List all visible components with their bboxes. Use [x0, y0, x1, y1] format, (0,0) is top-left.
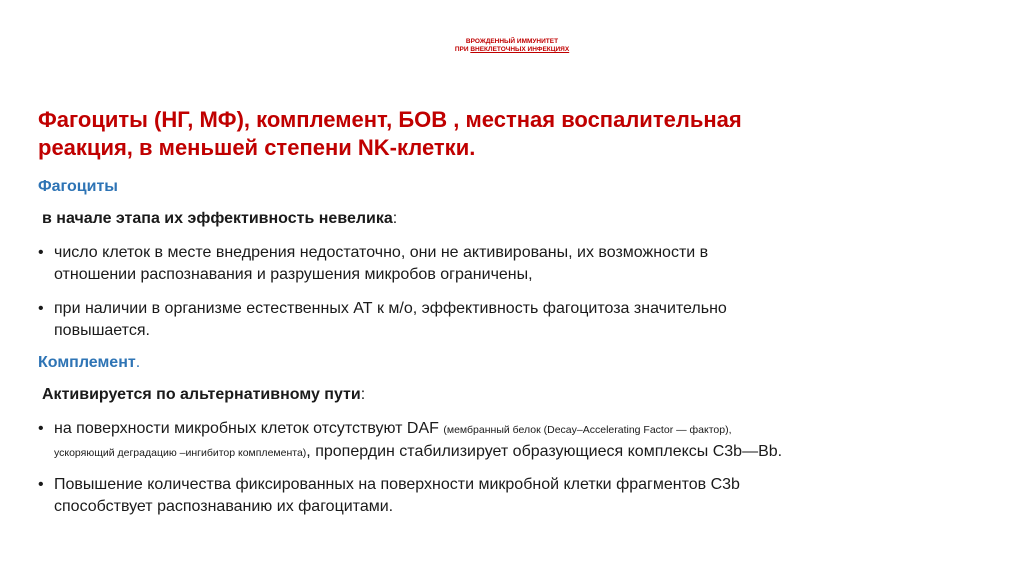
heading-line-2: реакция, в меньшей степени NK-клетки.	[38, 135, 476, 160]
complement-subhead-colon: :	[360, 386, 366, 403]
bullet-dot: •	[38, 420, 44, 437]
phagocytes-bullet-2-line-1: при наличии в организме естественных АТ к м/о, эффективность фагоцитоза значительно	[54, 300, 727, 317]
phagocytes-bullet-1-line-1: число клеток в месте внедрения недостаточно, они не активированы, их возможности в	[54, 244, 709, 261]
bullet-dot: •	[38, 244, 44, 261]
complement-bullet-1-rest: , пропердин стабилизирует образующиеся комплексы C3b—Bb.	[306, 443, 783, 460]
slide-header-subtitle	[0, 46, 1024, 53]
complement-bullet-1-note-1: (мембранный белок (Decay–Accelerating Factor — фактор),	[443, 424, 732, 436]
complement-bullet-1	[38, 418, 998, 464]
complement-bullet-2-line-2: способствует распознаванию их фагоцитами.	[54, 498, 394, 515]
section-title-phagocytes: Фагоциты	[38, 178, 118, 195]
complement-title-period: .	[135, 354, 141, 371]
bullet-dot: •	[38, 300, 44, 317]
complement-bullet-1-note-2: ускоряющий деградацию –ингибитор комплемента)	[54, 447, 307, 459]
slide-header-title: ВРОЖДЕННЫЙ ИММУНИТЕТ	[465, 38, 559, 45]
complement-subhead-text: Активируется по альтернативному пути	[42, 386, 361, 403]
header-subtitle-prefix: ПРИ	[454, 46, 471, 53]
phagocytes-subhead-text: в начале этапа их эффективность невелика	[42, 210, 393, 227]
phagocytes-bullet-2-line-2: повышается.	[54, 322, 150, 339]
complement-title-text: Комплемент	[38, 354, 136, 371]
complement-subhead	[42, 386, 365, 404]
heading-line-1: Фагоциты (НГ, МФ), комплемент, БОВ , местная воспалительная	[38, 107, 742, 132]
complement-bullet-2	[38, 474, 998, 518]
phagocytes-bullet-1-line-2: отношении распознавания и разрушения микробов ограничены,	[54, 266, 533, 283]
complement-bullet-1-main: на поверхности микробных клеток отсутствуют DAF	[54, 420, 444, 437]
phagocytes-subhead	[42, 210, 397, 228]
phagocytes-bullet-1	[38, 242, 998, 286]
bullet-dot: •	[38, 476, 44, 493]
phagocytes-subhead-colon: :	[392, 210, 398, 227]
header-subtitle-underlined: ВНЕКЛЕТОЧНЫХ ИНФЕКЦИЯХ	[470, 46, 570, 53]
section-title-complement	[38, 354, 140, 372]
slide-heading	[38, 106, 938, 162]
complement-bullet-2-line-1: Повышение количества фиксированных на поверхности микробной клетки фрагментов C3b	[54, 476, 740, 493]
phagocytes-bullet-2	[38, 298, 998, 342]
